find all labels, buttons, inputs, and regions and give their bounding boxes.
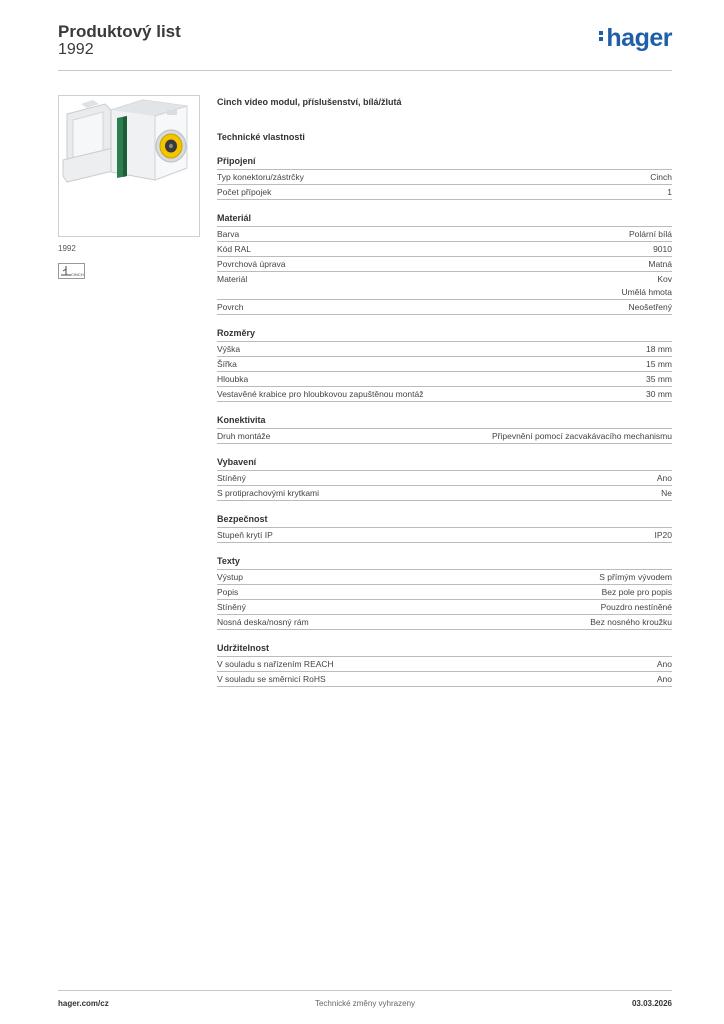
spec-value	[646, 358, 672, 371]
spec-value-line: 35 mm	[646, 374, 672, 384]
spec-value	[653, 243, 672, 256]
spec-value-line: Bez pole pro popis	[601, 587, 672, 597]
spec-label: Kód RAL	[217, 244, 252, 254]
spec-value-line: 1	[667, 187, 672, 197]
spec-label: Druh montáže	[217, 431, 271, 441]
spec-value-line: Kov	[657, 274, 672, 284]
spec-row	[217, 429, 672, 444]
spec-sheet	[217, 96, 672, 687]
spec-section	[217, 456, 672, 501]
spec-label: Počet přípojek	[217, 187, 272, 197]
spec-label: Výška	[217, 344, 241, 354]
product-description: Cinch video modul, příslušenství, bílá/žlutá	[217, 97, 402, 107]
spec-label: Hloubka	[217, 374, 249, 384]
spec-row	[217, 615, 672, 630]
spec-value	[602, 586, 672, 599]
spec-value-line: Cinch	[650, 172, 672, 182]
spec-value-line: Neošetřený	[628, 302, 672, 312]
spec-value	[599, 571, 672, 584]
footer-date: 03.03.2026	[631, 999, 672, 1008]
spec-row	[217, 600, 672, 615]
spec-value	[646, 343, 672, 356]
spec-label: Stíněný	[217, 602, 246, 612]
spec-label: Stupeň krytí IP	[217, 530, 273, 540]
spec-label: Typ konektoru/zástrčky	[217, 172, 304, 182]
spec-value	[661, 487, 672, 500]
spec-label: Šířka	[217, 359, 237, 369]
spec-value-line: 9010	[653, 244, 672, 254]
spec-value	[667, 186, 672, 199]
spec-section	[217, 212, 672, 315]
section-title: Konektivita	[217, 414, 672, 429]
spec-row	[217, 357, 672, 372]
logo-text: hager	[606, 24, 672, 52]
spec-row	[217, 387, 672, 402]
spec-value	[657, 472, 672, 485]
spec-value	[629, 228, 672, 241]
spec-value-line: 15 mm	[646, 359, 672, 369]
cinch-module-image	[59, 96, 199, 236]
spec-row	[217, 342, 672, 357]
spec-value	[657, 658, 672, 671]
spec-row	[217, 257, 672, 272]
spec-value	[492, 430, 672, 443]
product-image	[58, 95, 200, 237]
section-title: Připojení	[217, 155, 672, 170]
spec-value-line: Matná	[648, 259, 672, 269]
spec-value	[590, 616, 672, 629]
spec-value	[621, 273, 672, 299]
spec-section	[217, 155, 672, 200]
spec-value-line: Bez nosného kroužku	[590, 617, 672, 627]
image-caption-number: 1992	[58, 244, 76, 253]
footer-website-link[interactable]: hager.com/cz	[58, 999, 109, 1008]
section-title: Rozměry	[217, 327, 672, 342]
spec-value-line: Ne	[661, 488, 672, 498]
spec-label: Materiál	[217, 274, 248, 284]
spec-row	[217, 672, 672, 687]
hager-logo[interactable]	[599, 26, 672, 51]
section-title: Udržitelnost	[217, 642, 672, 657]
cinch-symbol-label: CINCH	[71, 272, 84, 277]
spec-value-line: Pouzdro nestíněné	[600, 602, 672, 612]
spec-value	[646, 373, 672, 386]
section-title: Vybavení	[217, 456, 672, 471]
page-footer	[58, 990, 672, 1015]
spec-label: Vestavěné krabice pro hloubkovou zapuštěnou montáž	[217, 389, 424, 399]
spec-value-line: 30 mm	[646, 389, 672, 399]
page-header	[58, 20, 672, 71]
spec-row	[217, 528, 672, 543]
spec-row	[217, 372, 672, 387]
spec-label: V souladu se směrnicí RoHS	[217, 674, 326, 684]
spec-value	[655, 529, 673, 542]
spec-value-line: Připevnění pomocí zacvakávacího mechanismu	[491, 431, 672, 441]
spec-section	[217, 642, 672, 687]
spec-value-line: Polární bílá	[629, 229, 672, 239]
spec-row	[217, 300, 672, 315]
spec-value-line: Ano	[656, 659, 672, 669]
section-title: Texty	[217, 555, 672, 570]
spec-label: Nosná deska/nosný rám	[217, 617, 309, 627]
page-title: Produktový list	[58, 22, 181, 41]
cinch-symbol-icon	[58, 263, 85, 279]
section-title: Bezpečnost	[217, 513, 672, 528]
spec-value	[650, 171, 672, 184]
spec-label: Popis	[217, 587, 239, 597]
spec-row	[217, 570, 672, 585]
spec-section	[217, 327, 672, 402]
spec-label: Povrch	[217, 302, 244, 312]
spec-value	[601, 601, 672, 614]
technical-properties-heading: Technické vlastnosti	[217, 132, 305, 142]
spec-value-line: Umělá hmota	[621, 287, 672, 297]
spec-value	[657, 673, 672, 686]
product-number: 1992	[58, 41, 94, 58]
spec-row	[217, 170, 672, 185]
spec-label: V souladu s nařízením REACH	[217, 659, 334, 669]
spec-section	[217, 414, 672, 444]
spec-value-line: IP20	[654, 530, 672, 540]
spec-row	[217, 657, 672, 672]
spec-section	[217, 555, 672, 630]
spec-value-line: S přímým vývodem	[599, 572, 672, 582]
spec-label: Stíněný	[217, 473, 246, 483]
spec-label: S protiprachovými krytkami	[217, 488, 320, 498]
spec-value	[629, 301, 672, 314]
spec-value-line: Ano	[656, 674, 672, 684]
spec-value	[648, 258, 672, 271]
section-title: Materiál	[217, 212, 672, 227]
spec-row	[217, 471, 672, 486]
logo-dots-icon	[599, 29, 603, 43]
spec-label: Barva	[217, 229, 240, 239]
spec-label: Povrchová úprava	[217, 259, 286, 269]
spec-label: Výstup	[217, 572, 243, 582]
spec-sections	[217, 155, 672, 687]
spec-value-line: Ano	[656, 473, 672, 483]
spec-section	[217, 513, 672, 543]
spec-row	[217, 242, 672, 257]
spec-value	[646, 388, 672, 401]
spec-row	[217, 185, 672, 200]
footer-notice: Technické změny vyhrazeny	[314, 999, 416, 1008]
spec-row	[217, 585, 672, 600]
spec-row	[217, 486, 672, 501]
spec-value-line: 18 mm	[646, 344, 672, 354]
spec-row	[217, 272, 672, 300]
spec-row	[217, 227, 672, 242]
